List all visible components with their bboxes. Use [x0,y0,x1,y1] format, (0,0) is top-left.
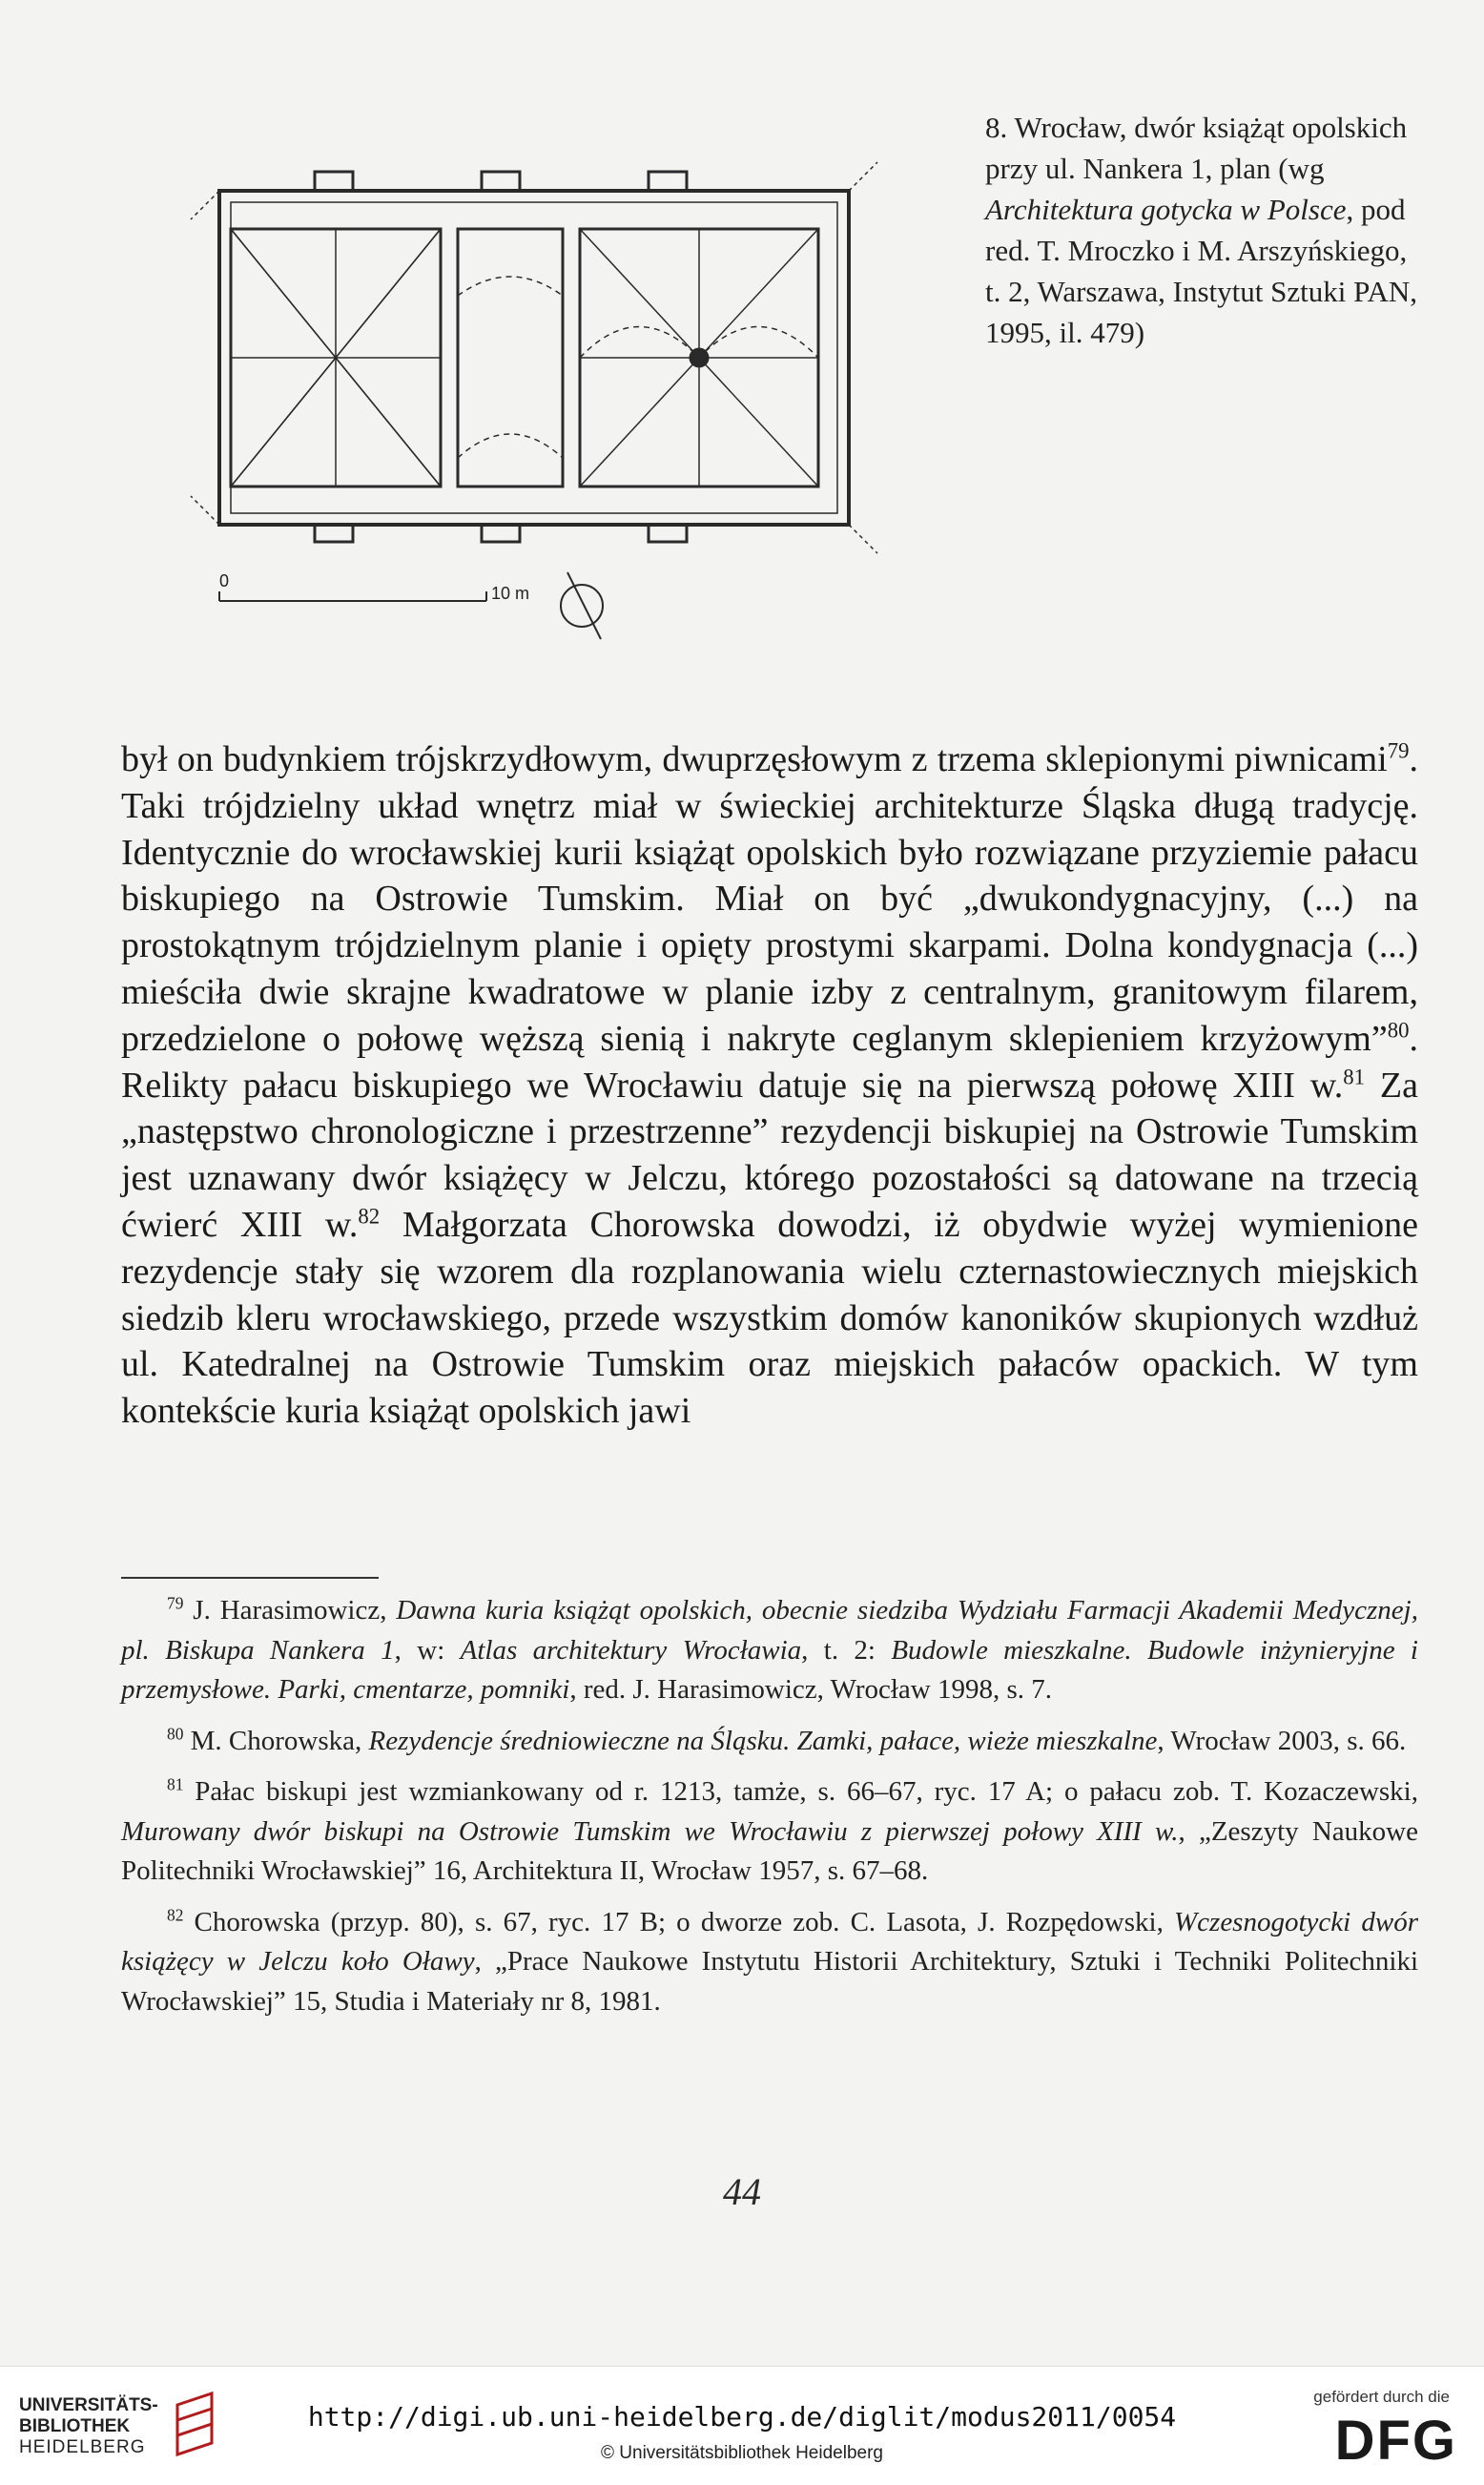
footnote-ref-79[interactable]: 79 [1387,738,1410,763]
library-logo[interactable]: UNIVERSITÄTS- BIBLIOTHEK HEIDELBERG [19,2395,158,2457]
main-text: był on budynkiem trójskrzydłowym, dwuprzęsłowym z trzema sklepionymi piwnicami$^{79}$. Taki trójdzielny układ wnętrz miał w świeckiej architekturze Śląska długą tradycję. Identycznie do wrocławskiej kurii książąt opolskich było rozwiązane przyziemie pałacu biskupiego na Ostrowie Tumskim. Miał on być „dwukondygnacyjny, (...) na prostokątnym trójdzielnym planie i opięty prostymi skarpami. Dolna kondygnacja (...) mieściła dwie skrajne kwadratowe w planie izby z centralnym, granitowym filarem, przedzielone o połowę węższą sienią i nakryte ceglanym sklepieniem krzyżowym”$^{80}$. Relikty pałacu biskupiego we Wrocławiu datuje się na pierwszą połowę XIII w.$^{81}$ Za „następstwo chronologiczne i przestrzenne” rezydencji biskupiej na Ostrowie Tumskim jest uznawany dwór książęcy w Jelczu, którego pozostałości są datowane na trzecią ćwierć XIII w.$^{82}$ Małgorzata Chorowska dowodzi, iż obydwie wyżej wymienione rezydencje stały się wzorem dla rozplanowania wielu czternastowiecznych miejskich siedzib kleru wrocławskiego, przede wszystkim domów kanoników skupionych wzdłuż ul. Katedralnej na Ostrowie Tumskim oraz miejskich pałaców opackich. W tym kontekście kuria książąt opolskich jawi [121,738,1418,1432]
footnote-separator [121,1577,379,1579]
copyright-notice: © Universitätsbibliothek Heidelberg [601,2443,883,2463]
footnote-81: $^{81}$ Pałac biskupi jest wzmiankowany od r. 1213, tamże, s. 66–67, ryc. 17 A; o pałacu zob. T. Kozaczewski, Murowany dwór biskupi na Ostrowie Tumskim we Wrocławiu z pierwszej połowy XIII w., „Zeszyty Naukowe Politechniki Wrocławskiej” 16, Architektura II, Wrocław 1957, s. 67–68. [121,1774,1418,1886]
caption-source-title: Architektura gotycka w Polsce [985,193,1347,226]
floor-plan-figure [181,153,944,649]
funding-note: gefördert durch die [1313,2388,1450,2406]
footnotes [121,1591,1418,2033]
footnote-79: $^{79}$ J. Harasimowicz, Dawna kuria książąt opolskich, obecnie siedziba Wydziału Farmacji Akademii Medycznej, pl. Biskupa Nankera 1, w: Atlas architektury Wrocławia, t. 2: Budowle mieszkalne. Budowle inżynieryjne i przemysłowe. Parki, cmentarze, pomniki, red. J. Harasimowicz, Wrocław 1998, s. 7. [121,1593,1418,1705]
footnote-ref-80[interactable]: 80 [1387,1018,1410,1043]
viewer-footer [0,2366,1484,2485]
footnote-ref-82[interactable]: 82 [358,1204,381,1229]
page-number: 44 [723,2170,761,2213]
footnote-ref-81[interactable]: 81 [1343,1064,1366,1088]
footnote-80: $^{80}$ M. Chorowska, Rezydencje średniowieczne na Śląsku. Zamki, pałace, wieże mieszkalne, Wrocław 2003, s. 66. [167,1723,1407,1756]
footnote-82: $^{82}$ Chorowska (przyp. 80), s. 67, ryc. 17 B; o dworze zob. C. Lasota, J. Rozpędowski, Wczesnogotycki dwór książęcy w Jelczu koło Oławy, „Prace Naukowe Instytutu Historii Architektury, Sztuki i Techniki Politechniki Wrocławskiej” 15, Studia i Materiały nr 8, 1981. [121,1904,1419,2017]
scale-zero-label: 0 [219,571,230,590]
scale-end-label: 10 m [491,584,530,603]
dfg-logo[interactable]: DFG [1334,2410,1457,2472]
permalink-url[interactable]: http://digi.ub.uni-heidelberg.de/diglit/modus2011/0054 [307,2401,1177,2433]
figure-caption: 8. Wrocław, dwór książąt opolskich przy ul. Nankera 1, plan (wg Architektura gotycka w Polsce, pod red. T. Mroczko i M. Arszyńskiego, t. 2, Warszawa, Instytut Sztuki PAN, 1995, il. 479) [985,111,1418,349]
